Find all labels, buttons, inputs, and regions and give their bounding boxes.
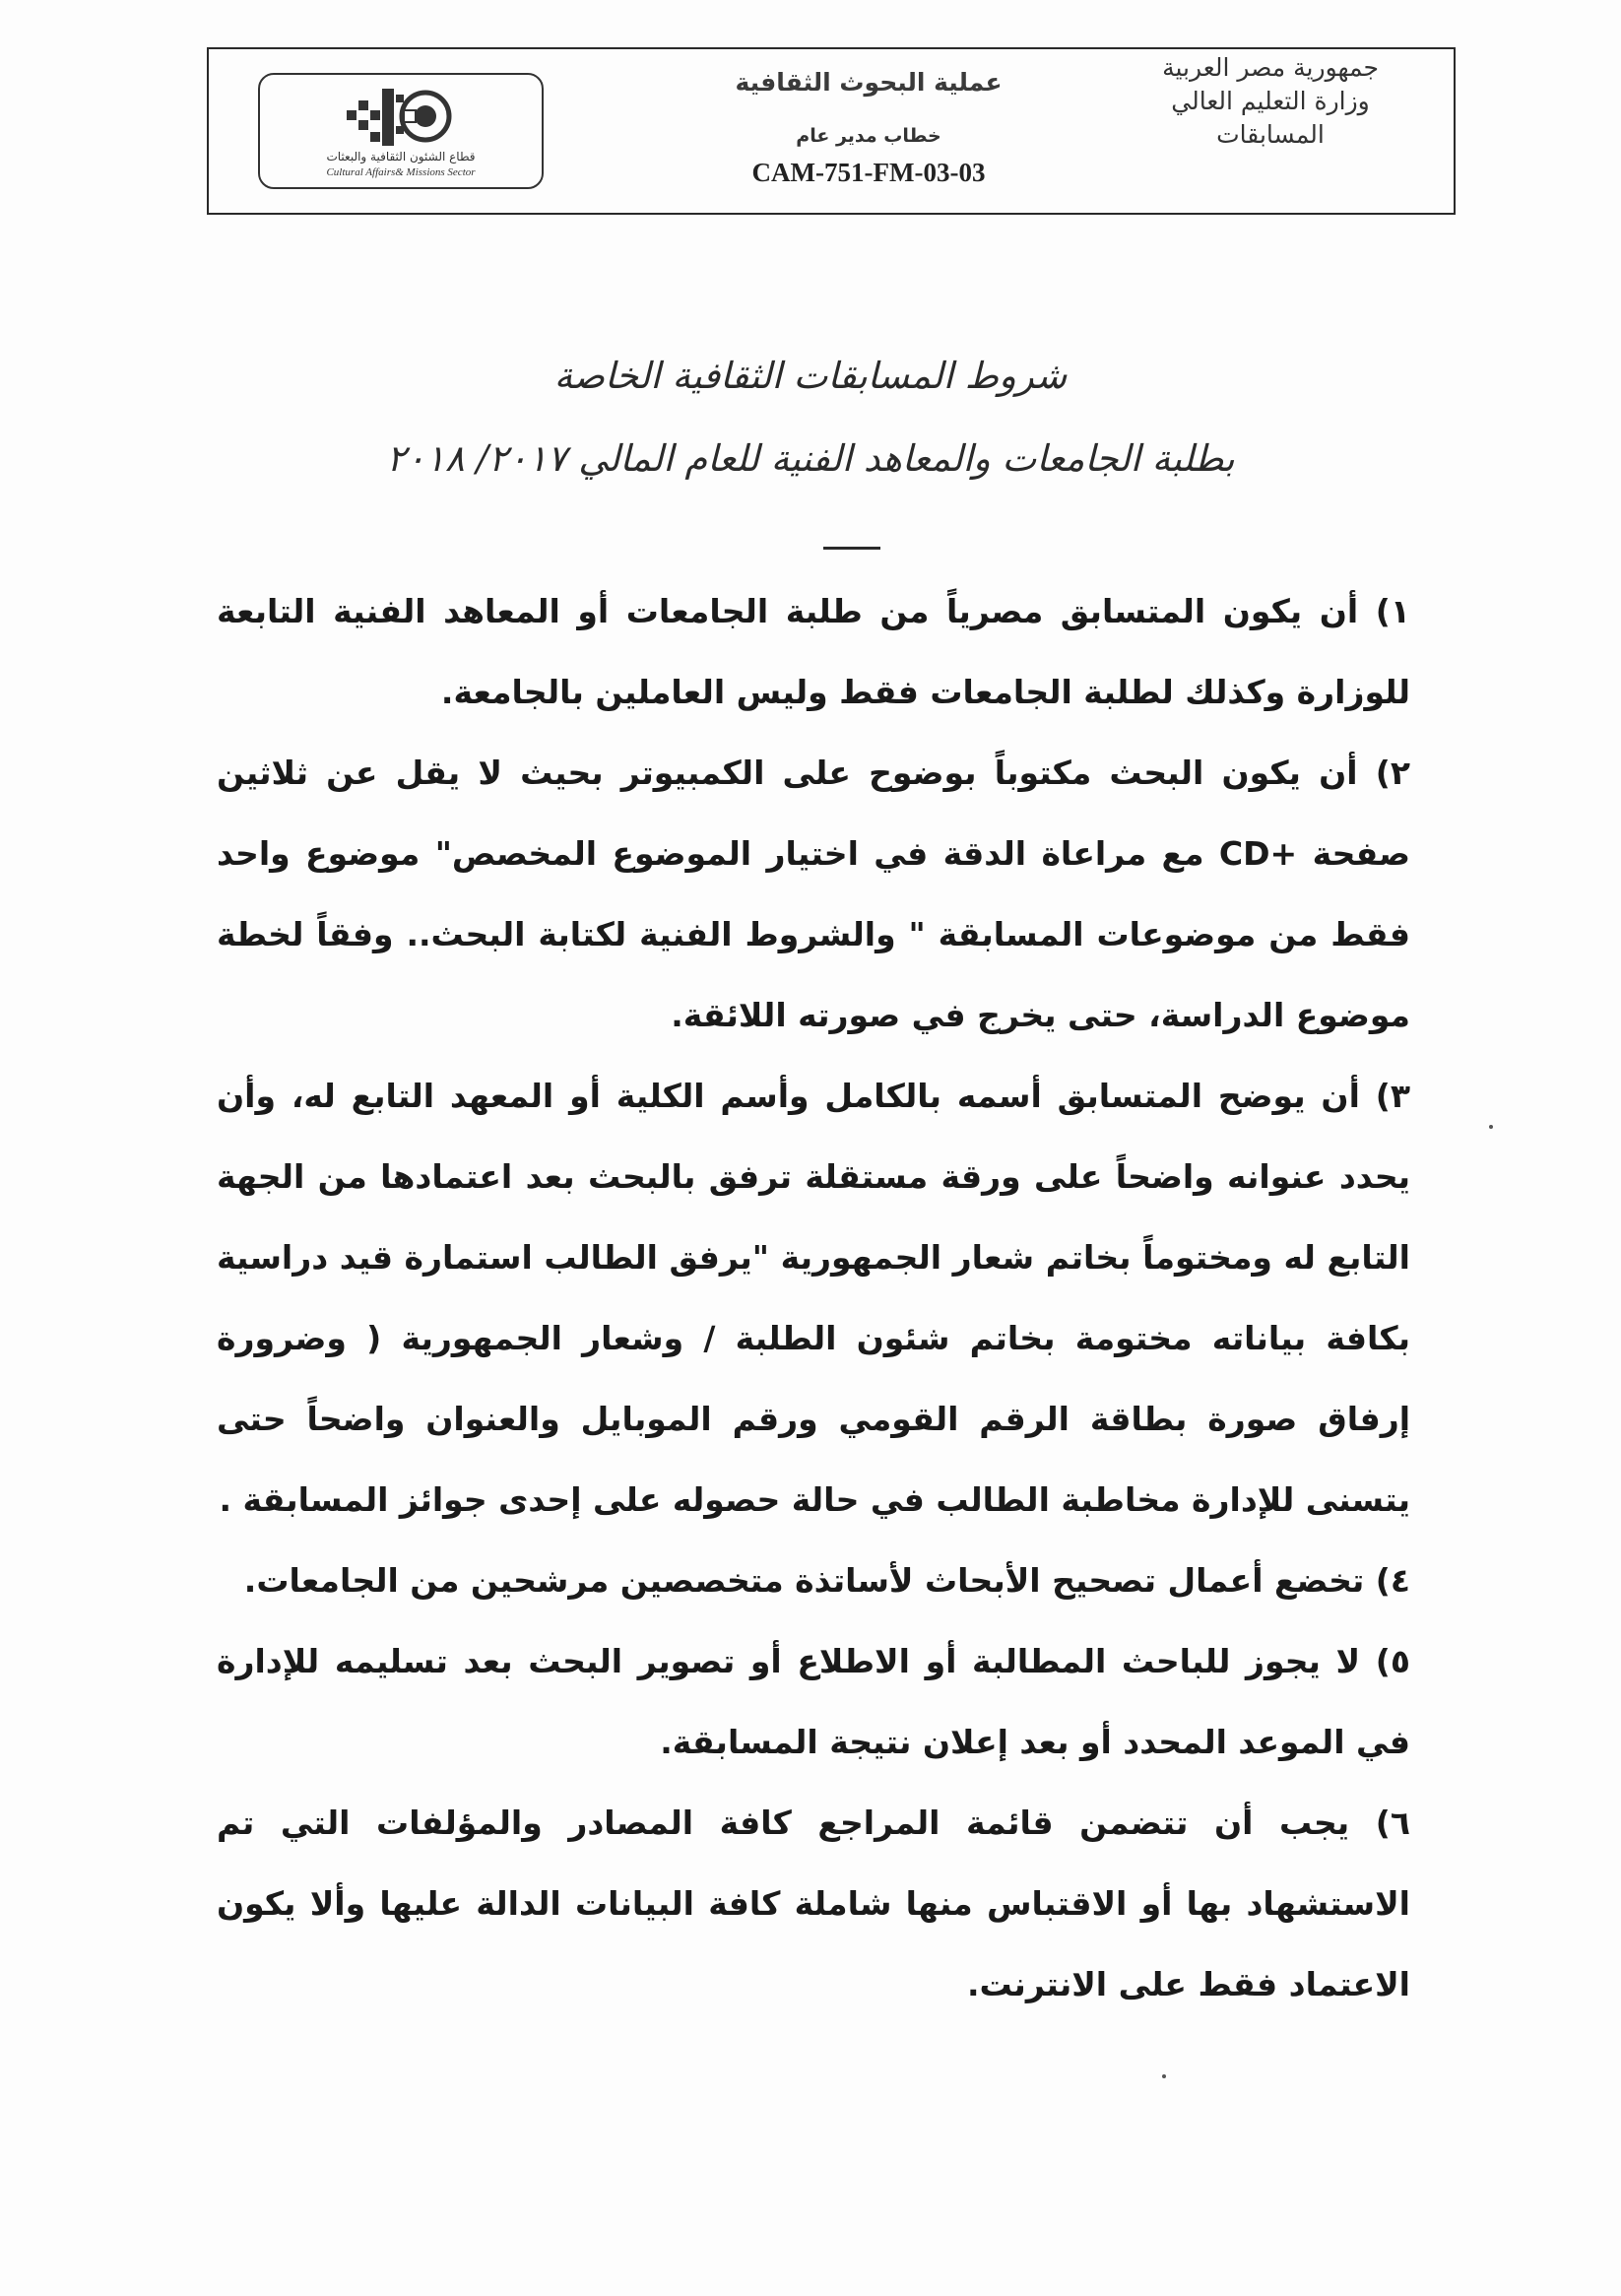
condition-number: ٥): [1375, 1642, 1410, 1680]
scan-speck: [1489, 1125, 1493, 1129]
letterhead-box: [207, 47, 1456, 215]
country-name: جمهورية مصر العربية: [1162, 53, 1379, 82]
condition-number: ٦): [1375, 1804, 1410, 1842]
document-subtitle: بطلبة الجامعات والمعاهد الفنية للعام المالي ٢٠١٧/ ٢٠١٨: [386, 437, 1235, 480]
form-identity-block: [672, 63, 1066, 189]
department-name: المسابقات: [1216, 120, 1325, 149]
condition-text: أن يوضح المتسابق أسمه بالكامل وأسم الكلية أو المعهد التابع له، وأن يحدد عنوانه واضحاً على ورقة مستقلة ترفق بالبحث بعد اعتمادها من الجهة التابع له ومختوماً بخاتم شعار الجمهورية "يرفق الطالب استمارة قيد دراسية بكافة بياناته مختومة بخاتم شئون الطلبة / وشعار الجمهورية ( وضرورة إرفاق صورة بطاقة الرقم القومي ورقم الموبايل والعنوان واضحاً حتى يتسنى للإدارة مخاطبة الطالب في حالة حصوله على إحدى جوائز المسابقة .: [217, 1077, 1410, 1519]
condition-text: تخضع أعمال تصحيح الأبحاث لأساتذة متخصصين مرشحين من الجامعات.: [243, 1561, 1365, 1600]
condition-text: أن يكون المتسابق مصرياً من طلبة الجامعات أو المعاهد الفنية التابعة للوزارة وكذلك لطلبة الجامعات فقط وليس العاملين بالجامعة.: [217, 592, 1410, 711]
condition-number: ٤): [1375, 1561, 1410, 1600]
condition-number: ١): [1375, 592, 1410, 630]
conditions-list: [217, 571, 1410, 2025]
condition-text: يجب أن تتضمن قائمة المراجع كافة المصادر والمؤلفات التي تم الاستشهاد بها أو الاقتباس منها شاملة كافة البيانات الدالة عليها وألا يكون الاعتماد فقط على الانترنت.: [217, 1804, 1410, 2003]
title-divider: [823, 547, 880, 550]
condition-item-4: [217, 1541, 1410, 1621]
logo-caption-english: Cultural Affairs& Missions Sector: [326, 166, 476, 178]
letter-type: خطاب مدير عام: [796, 125, 941, 147]
condition-text: أن يكون البحث مكتوباً بوضوح على الكمبيوتر بحيث لا يقل عن ثلاثين صفحة +CD مع مراعاة الدقة في اختيار الموضوع المخصص" موضوع واحد فقط من موضوعات المسابقة " والشروط الفنية لكتابة البحث.. وفقاً لخطة موضوع الدراسة، حتى يخرج في صورته اللائقة.: [217, 754, 1411, 1034]
condition-number: ٢): [1375, 754, 1410, 792]
ministry-name: وزارة التعليم العالي: [1171, 87, 1370, 115]
condition-number: ٣): [1375, 1077, 1410, 1115]
condition-item-2: [217, 733, 1410, 1056]
condition-item-6: [217, 1783, 1410, 2025]
cultural-affairs-logo-icon: [339, 81, 457, 154]
logo-caption-arabic: قطاع الشئون الثقافية والبعثات: [326, 150, 476, 164]
ministry-block: [1123, 49, 1418, 152]
process-title: عملية البحوث الثقافية: [735, 68, 1003, 97]
sector-logo: [258, 73, 544, 189]
form-code: CAM-751-FM-03-03: [751, 158, 986, 187]
condition-item-1: [217, 571, 1410, 733]
condition-item-5: [217, 1621, 1410, 1783]
document-title: شروط المسابقات الثقافية الخاصة: [553, 355, 1068, 397]
condition-item-3: [217, 1056, 1410, 1541]
condition-text: لا يجوز للباحث المطالبة أو الاطلاع أو تصوير البحث بعد تسليمه للإدارة في الموعد المحدد أو بعد إعلان نتيجة المسابقة.: [217, 1642, 1410, 1761]
scan-speck: [1162, 2074, 1166, 2078]
